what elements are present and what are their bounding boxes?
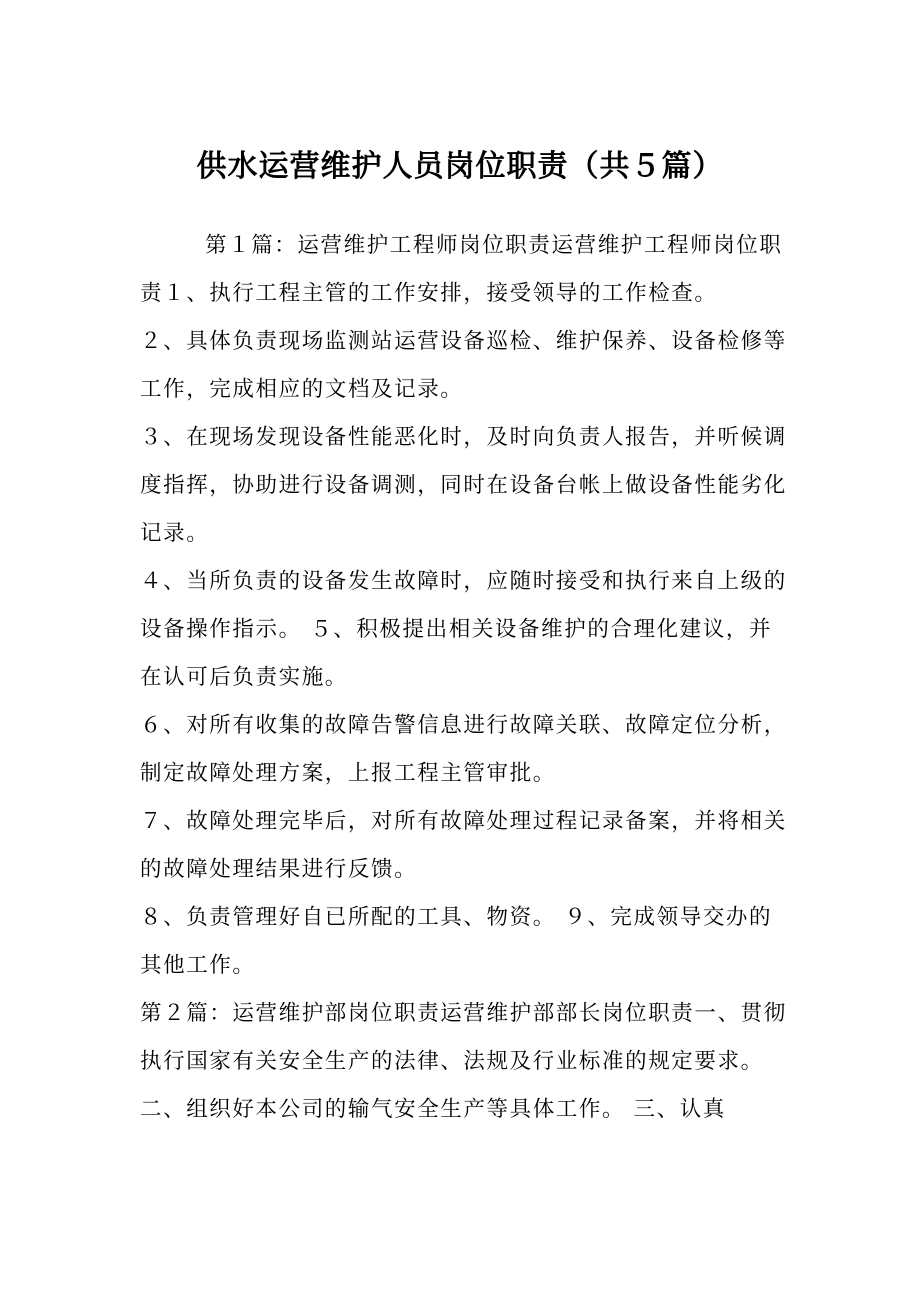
document-title: 供水运营维护人员岗位职责（共５篇） bbox=[196, 149, 724, 184]
paragraph-1: 第１篇：运营维护工程师岗位职责运营维护工程师岗位职责１、执行工程主管的工作安排，接受领导的工作检查。 bbox=[140, 233, 783, 306]
paragraph-4: ４、当所负责的设备发生故障时，应随时接受和执行来自上级的设备操作指示。 ５、积极提出相关设备维护的合理化建议，并在认可后负责实施。 bbox=[140, 569, 787, 690]
paragraph-5: ６、对所有收集的故障告警信息进行故障关联、故障定位分析，制定故障处理方案，上报工程主管审批。 bbox=[140, 713, 787, 786]
paragraph-9: 二、组织好本公司的输气安全生产等具体工作。 三、认真 bbox=[140, 1097, 726, 1122]
paragraph-3: ３、在现场发现设备性能恶化时，及时向负责人报告，并听候调度指挥，协助进行设备调测，同时在设备台帐上做设备性能劣化记录。 bbox=[140, 425, 787, 546]
paragraph-6: ７、故障处理完毕后，对所有故障处理过程记录备案，并将相关的故障处理结果进行反馈。 bbox=[140, 809, 787, 882]
document-body bbox=[140, 222, 790, 1134]
paragraph-8: 第２篇：运营维护部岗位职责运营维护部部长岗位职责一、贯彻执行国家有关安全生产的法律、法规及行业标准的规定要求。 bbox=[140, 1001, 787, 1074]
paragraph-7: ８、负责管理好自已所配的工具、物资。 ９、完成领导交办的其他工作。 bbox=[140, 905, 773, 978]
paragraph-2: ２、具体负责现场监测站运营设备巡检、维护保养、设备检修等工作，完成相应的文档及记录。 bbox=[140, 329, 787, 402]
